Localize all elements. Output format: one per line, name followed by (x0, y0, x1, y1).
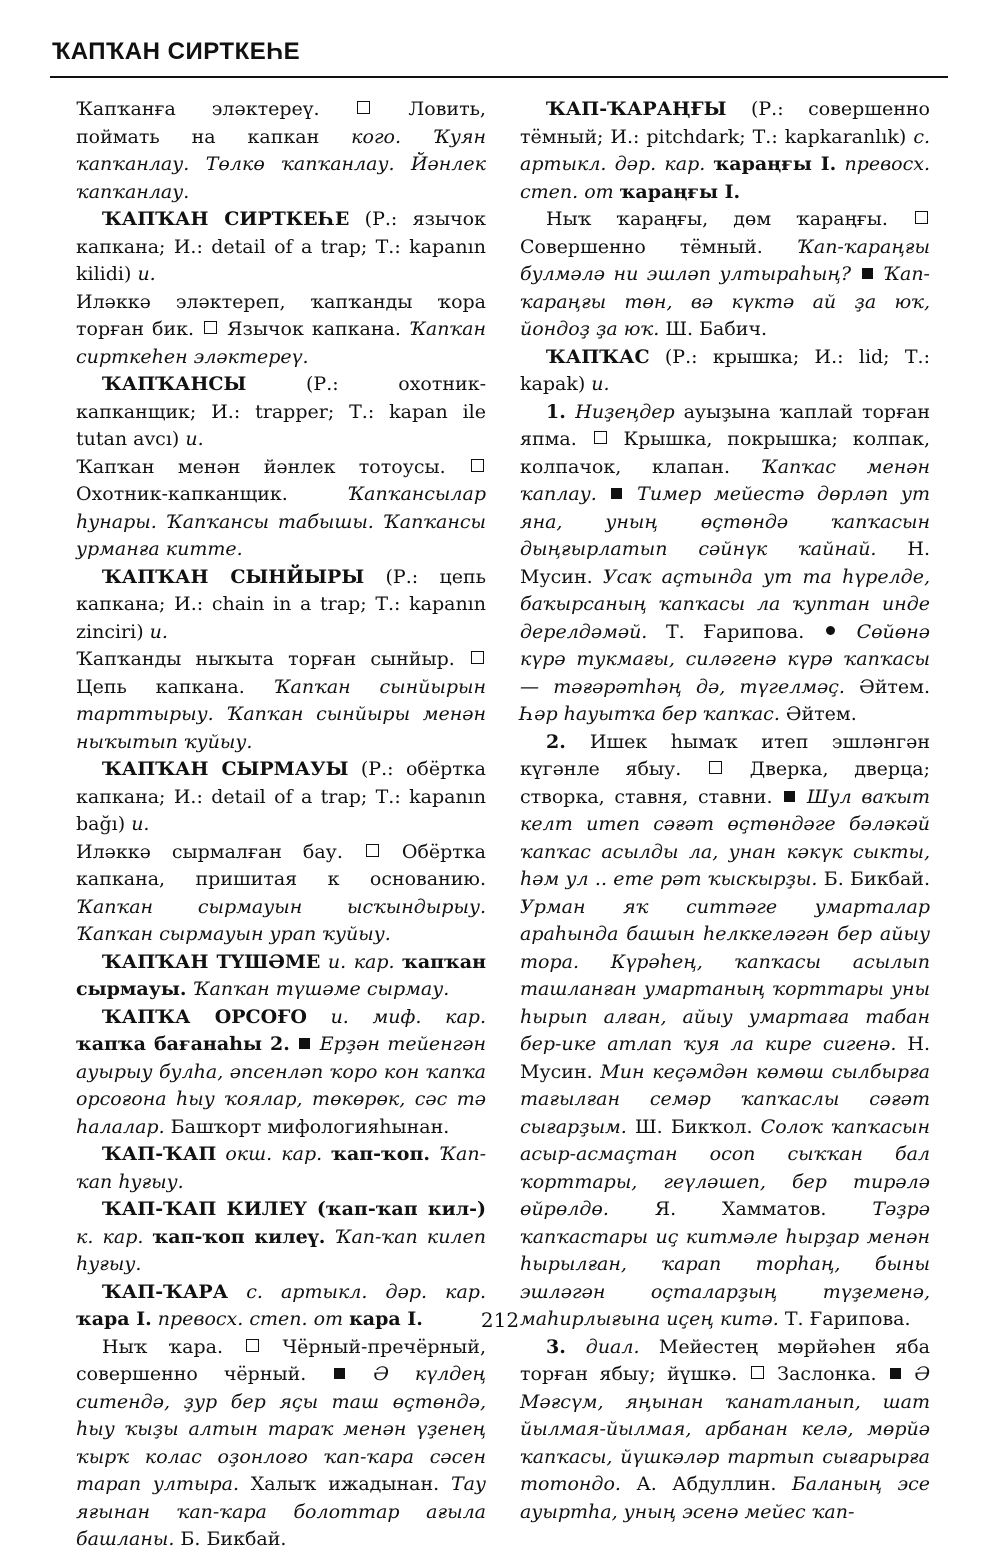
headword: ҠАПҠАН СЫНЙЫРЫ (102, 565, 365, 588)
headword: ҠАПҠАН СЫРМАУЫ (102, 758, 349, 780)
entry-body: Ҡапҡанды ныҡыта торған сынйыр. Цепь капкана. Ҡапҡан сынйырын тарттырыу. Ҡапҡан сынйыры менән ныҡытып ҡуйыу. (76, 648, 487, 753)
entry: ҠАПҠАН СИРТКЕҺЕ (Р.: язычок капкана; И.: detail of a trap; Т.: kapanın kilidi) и. (76, 208, 486, 285)
entry-sense: 1. Ниҙеңдер ауыҙына ҡаплай торған япма. Крышка, покрышка; колпак, колпачок, клапан. Ҡапҡас менән ҡаплау. Тимер мейестә дөрләп ут яна, уның өҫтөндә ҡапҡасын дыңғырлатып сәйнүк ҡайнай. Н. Мусин. Усаҡ аҫтында ут та һүрелде, баҡырсаның ҡапҡасы ла ҡуптан инде дерелдәмәй. Т. Ғарипова. Сөйөнә күрә тукмағы, силәгенә күрә ҡапҡасы — тәғәрәтһәң дә, түгелмәҫ. Әйтем. Һәр һауытҡа бер ҡапҡас. Әйтем. (520, 400, 930, 725)
square-icon (594, 431, 607, 444)
square-icon (471, 459, 484, 472)
headword: ҠАПҠА ОРСОҒО (102, 1005, 307, 1028)
entry-sense: 3. диал. Мейестең мөрйәһен яба торған ябыу; йүшкә. Заслонка. Ә Мәғсүм, яңынан ҡанатланып, шат йылмая-йылмая, арбанан келә, мөрйә ҡапҡасы, йүшкәләр тартып сығарырға тотондо. А. Абдуллин. Баланың эсе ауыртһа, уның эсенә мейес ҡап- (520, 1335, 931, 1523)
square-icon (709, 761, 722, 774)
headword: ҠАПҠАН СИРТКЕҺЕ (102, 208, 350, 230)
filled-square-icon (890, 1368, 901, 1379)
square-icon (246, 1339, 259, 1352)
square-icon (915, 211, 928, 224)
square-icon (204, 321, 217, 334)
filled-square-icon (299, 1038, 310, 1049)
entry: ҠАПҠАС (Р.: крышка; И.: lid; Т.: kapak) и. (520, 345, 930, 395)
entry-body: Иләккә сырмалған бау. Обёртка капкана, пришитая к основанию. Ҡапҡан сырмауын ысҡындырыу. Ҡапҡан сырмауын урап ҡуйыу. (76, 840, 487, 945)
filled-square-icon (862, 268, 873, 279)
running-head: ҠАПҠАН СИРТКЕҺЕ (52, 38, 301, 65)
headword: ҠАПҠАС (546, 345, 650, 368)
square-icon (366, 844, 379, 857)
entry: ҠАПҠАН ТҮШӘМЕ и. кар. ҡапҡан сырмауы. Ҡапҡан түшәме сырмау. (76, 950, 486, 1000)
entry-body: Ныҡ ҡара. Чёрный-пречёрный, совершенно чёрный. Ә күлдең ситендә, ҙур бер яҫы таш өҫтөндә, һыу ҡыҙы алтын тараҡ менән үҙенең ҡырҡ колас оҙонлоғо ҡап-ҡара сәсен тарап ултыра. Халыҡ ижадынан. Тау яғынан ҡап-ҡара болоттар ағыла башланы. Б. Бикбай. (76, 1335, 486, 1550)
entry: ҠАПҠА ОРСОҒО и. миф. кар. ҡапҡа бағанаһы 2. Ерҙән тейенгән ауырыу булһа, әпсенләп ҡоро кон ҡапҡа орсоғона һыу ҡоялар, төкөрөк, сәс тә һалалар. Башҡорт мифологияһынан. (76, 1005, 486, 1138)
headword: ҠАП-ҠАРА (102, 1280, 229, 1303)
left-column (76, 96, 486, 1554)
headword: ҠАП-ҠАП КИЛЕҮ (102, 1198, 307, 1220)
entry: ҠАПҠАНСЫ (Р.: охотник-капканщик; И.: trapper; Т.: kapan ile tutan avcı) и. (76, 373, 486, 450)
page-number: 212 (480, 1308, 520, 1332)
entry-continuation: Ҡапҡанға эләктереү. Ловить, поймать на капкан кого. Ҡуян ҡапҡанлау. Төлкө ҡапҡанлау. Йәнлек ҡапҡанлау. (76, 98, 486, 203)
headword: ҠАПҠАНСЫ (102, 373, 247, 395)
entry: ҠАП-ҠАП окш. кар. ҡап-ҡоп. Ҡап-ҡап һуғыу. (76, 1143, 486, 1193)
entry: ҠАП-ҠАРАҢҒЫ (Р.: совершенно тёмный; И.: pitchdark; Т.: kapkaranlık) с. артыкл. дәр. кар. ҡараңғы I. превосх. степ. от ҡараңғы I. (520, 98, 931, 203)
filled-square-icon (784, 791, 795, 802)
entry: ҠАП-ҠАРА с. артыкл. дәр. кар. ҡара I. превосх. степ. от кара I. (76, 1280, 486, 1330)
filled-square-icon (334, 1368, 345, 1379)
filled-square-icon (611, 488, 622, 499)
header-rule (50, 76, 948, 78)
headword: ҠАП-ҠАРАҢҒЫ (546, 98, 727, 120)
square-icon (751, 1366, 764, 1379)
headword: ҠАП-ҠАП (102, 1143, 217, 1165)
entry-body: Ныҡ ҡараңғы, дөм ҡараңғы. Совершенно тёмный. Ҡап-ҡараңғы булмәлә ни эшләп ултыраһың? Ҡап-ҡараңғы төн, вә күктә ай ҙа юҡ, йондоҙ ҙа юҡ. Ш. Бабич. (520, 208, 930, 340)
entry-sense: 2. Ишек һымаҡ итеп эшләнгән күгәнле ябыу. Дверка, дверца; створка, ставня, ставни. Шул ваҡыт келт итеп сәғәт өҫтөндәге бәләкәй ҡапҡас асылды ла, унан кәкүк сыкты, һәм ул .. ете рәт ҡыскырҙы. Б. Бикбай. Урман яҡ ситтәге умарталар араһында башын һелккеләгән бер айыу тора. Күрәһең, ҡапҡасы асылып ташланған умартаның ҡорттары уны һырып алған, айыу умартаға табан бер-ике атлап ҡуя ла кире сигенә. Н. Мусин. Мин кеҫәмдән көмөш сылбырға тағылған семәр ҡапҡаслы сәғәт сығарҙым. Ш. Бикҡол. Солоҡ ҡапҡасын асыр-асмаҫтан осоп сыҡҡан бал ҡорттары, геүләшеп, бер тирәлә өйрөлдө. Я. Хамматов. Тәҙрә ҡапҡастары иҫ китмәле һырҙар менән һырылған, ҡарап торһаң, быны эшләгән оҫталарҙың түҙеменә, маһирлығына иҫең китә. Т. Ғарипова. (520, 730, 931, 1330)
square-icon (471, 651, 484, 664)
bullet-icon (826, 626, 835, 635)
entry: ҠАП-ҠАП КИЛЕҮ (ҡап-ҡап кил-) к. кар. ҡап-ҡоп килеү. Ҡап-ҡап килеп һуғыу. (76, 1198, 487, 1275)
entry: ҠАПҠАН СЫРМАУЫ (Р.: обёртка капкана; И.: detail of a trap; Т.: kapanın bağı) и. (76, 758, 486, 835)
headword: ҠАПҠАН ТҮШӘМЕ (102, 950, 321, 973)
square-icon (357, 101, 370, 114)
entry-body: Иләккә эләктереп, ҡапҡанды ҡора торған бик. Язычок капкана. Ҡапҡан сирткеһен эләктереү. (76, 290, 487, 368)
entry-body: Ҡапҡан менән йәнлек тотоусы. Охотник-капканщик. Ҡапҡансылар һунары. Ҡапҡансы табышы. Ҡапҡансы урманға китте. (76, 455, 486, 560)
entry: ҠАПҠАН СЫНЙЫРЫ (Р.: цепь капкана; И.: chain in a trap; Т.: kapanın zinciri) и. (76, 565, 486, 643)
